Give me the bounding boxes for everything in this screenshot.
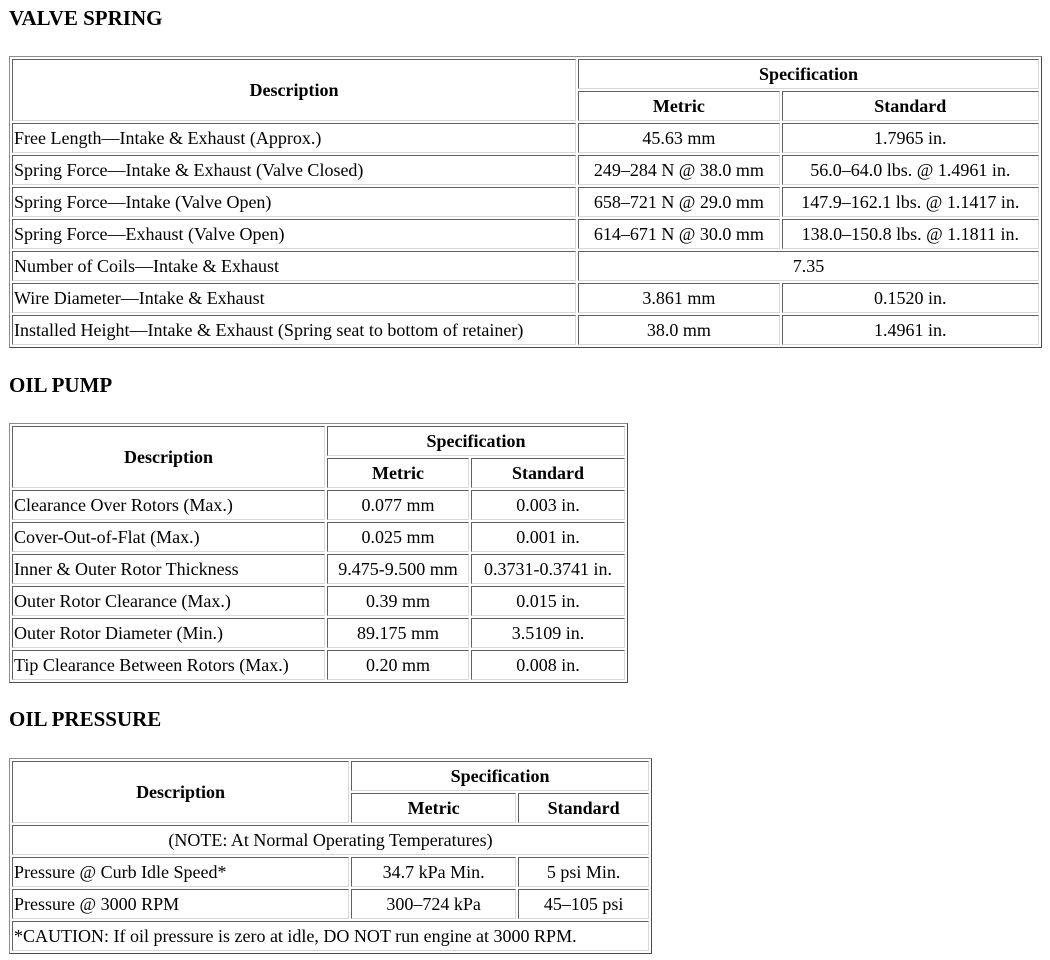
row-metric: 45.63 mm	[578, 123, 780, 153]
row-metric: 614–671 N @ 30.0 mm	[578, 219, 780, 249]
col-header-standard: Standard	[471, 458, 625, 488]
table-row	[12, 187, 1039, 217]
row-metric: 0.077 mm	[327, 490, 469, 520]
row-metric: 9.475-9.500 mm	[327, 554, 469, 584]
col-header-metric: Metric	[351, 793, 516, 823]
row-standard: 0.003 in.	[471, 490, 625, 520]
row-description: Cover-Out-of-Flat (Max.)	[12, 522, 325, 552]
table-row	[12, 921, 649, 951]
row-description: Outer Rotor Clearance (Max.)	[12, 586, 325, 616]
row-description: Free Length—Intake & Exhaust (Approx.)	[12, 123, 576, 153]
row-standard: 45–105 psi	[518, 889, 649, 919]
col-header-description: Description	[12, 426, 325, 488]
row-metric: 0.025 mm	[327, 522, 469, 552]
table-row	[12, 251, 1039, 281]
row-description: Spring Force—Intake (Valve Open)	[12, 187, 576, 217]
row-description: Tip Clearance Between Rotors (Max.)	[12, 650, 325, 680]
row-standard: 0.3731-0.3741 in.	[471, 554, 625, 584]
row-metric: 0.20 mm	[327, 650, 469, 680]
row-standard: 0.008 in.	[471, 650, 625, 680]
col-header-metric: Metric	[578, 91, 780, 121]
table-row	[12, 315, 1039, 345]
note-row: (NOTE: At Normal Operating Temperatures)	[12, 825, 649, 855]
table-row	[12, 283, 1039, 313]
row-description: Installed Height—Intake & Exhaust (Spring seat to bottom of retainer)	[12, 315, 576, 345]
row-description: Number of Coils—Intake & Exhaust	[12, 251, 576, 281]
row-standard: 0.001 in.	[471, 522, 625, 552]
row-description: Clearance Over Rotors (Max.)	[12, 490, 325, 520]
table-row	[12, 522, 625, 552]
table-row	[12, 889, 649, 919]
row-standard: 5 psi Min.	[518, 857, 649, 887]
row-metric: 38.0 mm	[578, 315, 780, 345]
col-header-specification: Specification	[351, 761, 649, 791]
row-metric: 0.39 mm	[327, 586, 469, 616]
valve-spring-table	[9, 56, 1042, 348]
row-description: Spring Force—Intake & Exhaust (Valve Closed)	[12, 155, 576, 185]
row-metric: 658–721 N @ 29.0 mm	[578, 187, 780, 217]
table-row	[12, 554, 625, 584]
table-row	[12, 618, 625, 648]
row-standard: 3.5109 in.	[471, 618, 625, 648]
table-row	[12, 857, 649, 887]
row-standard: 1.4961 in.	[782, 315, 1039, 345]
caution-row: *CAUTION: If oil pressure is zero at idle, DO NOT run engine at 3000 RPM.	[12, 921, 649, 951]
row-metric: 89.175 mm	[327, 618, 469, 648]
table-row	[12, 650, 625, 680]
table-row	[12, 155, 1039, 185]
row-metric: 3.861 mm	[578, 283, 780, 313]
col-header-standard: Standard	[782, 91, 1039, 121]
col-header-specification: Specification	[327, 426, 625, 456]
row-description: Inner & Outer Rotor Thickness	[12, 554, 325, 584]
row-standard: 0.015 in.	[471, 586, 625, 616]
oil-pump-title: OIL PUMP	[9, 373, 113, 397]
oil-pump-table	[9, 423, 628, 683]
oil-pressure-title: OIL PRESSURE	[9, 707, 162, 731]
col-header-standard: Standard	[518, 793, 649, 823]
row-standard: 138.0–150.8 lbs. @ 1.1811 in.	[782, 219, 1039, 249]
col-header-description: Description	[12, 761, 349, 823]
row-metric: 34.7 kPa Min.	[351, 857, 516, 887]
table-row	[12, 825, 649, 855]
table-row	[12, 586, 625, 616]
valve-spring-title: VALVE SPRING	[9, 6, 163, 30]
oil-pressure-table	[9, 758, 652, 954]
row-description: Wire Diameter—Intake & Exhaust	[12, 283, 576, 313]
row-metric: 249–284 N @ 38.0 mm	[578, 155, 780, 185]
col-header-description: Description	[12, 59, 576, 121]
row-standard: 147.9–162.1 lbs. @ 1.1417 in.	[782, 187, 1039, 217]
col-header-specification: Specification	[578, 59, 1039, 89]
row-standard: 0.1520 in.	[782, 283, 1039, 313]
row-standard: 1.7965 in.	[782, 123, 1039, 153]
row-metric: 300–724 kPa	[351, 889, 516, 919]
row-combined-value: 7.35	[578, 251, 1039, 281]
row-description: Outer Rotor Diameter (Min.)	[12, 618, 325, 648]
row-description: Pressure @ Curb Idle Speed*	[12, 857, 349, 887]
table-row	[12, 123, 1039, 153]
row-description: Pressure @ 3000 RPM	[12, 889, 349, 919]
table-row	[12, 490, 625, 520]
col-header-metric: Metric	[327, 458, 469, 488]
row-description: Spring Force—Exhaust (Valve Open)	[12, 219, 576, 249]
row-standard: 56.0–64.0 lbs. @ 1.4961 in.	[782, 155, 1039, 185]
table-row	[12, 219, 1039, 249]
